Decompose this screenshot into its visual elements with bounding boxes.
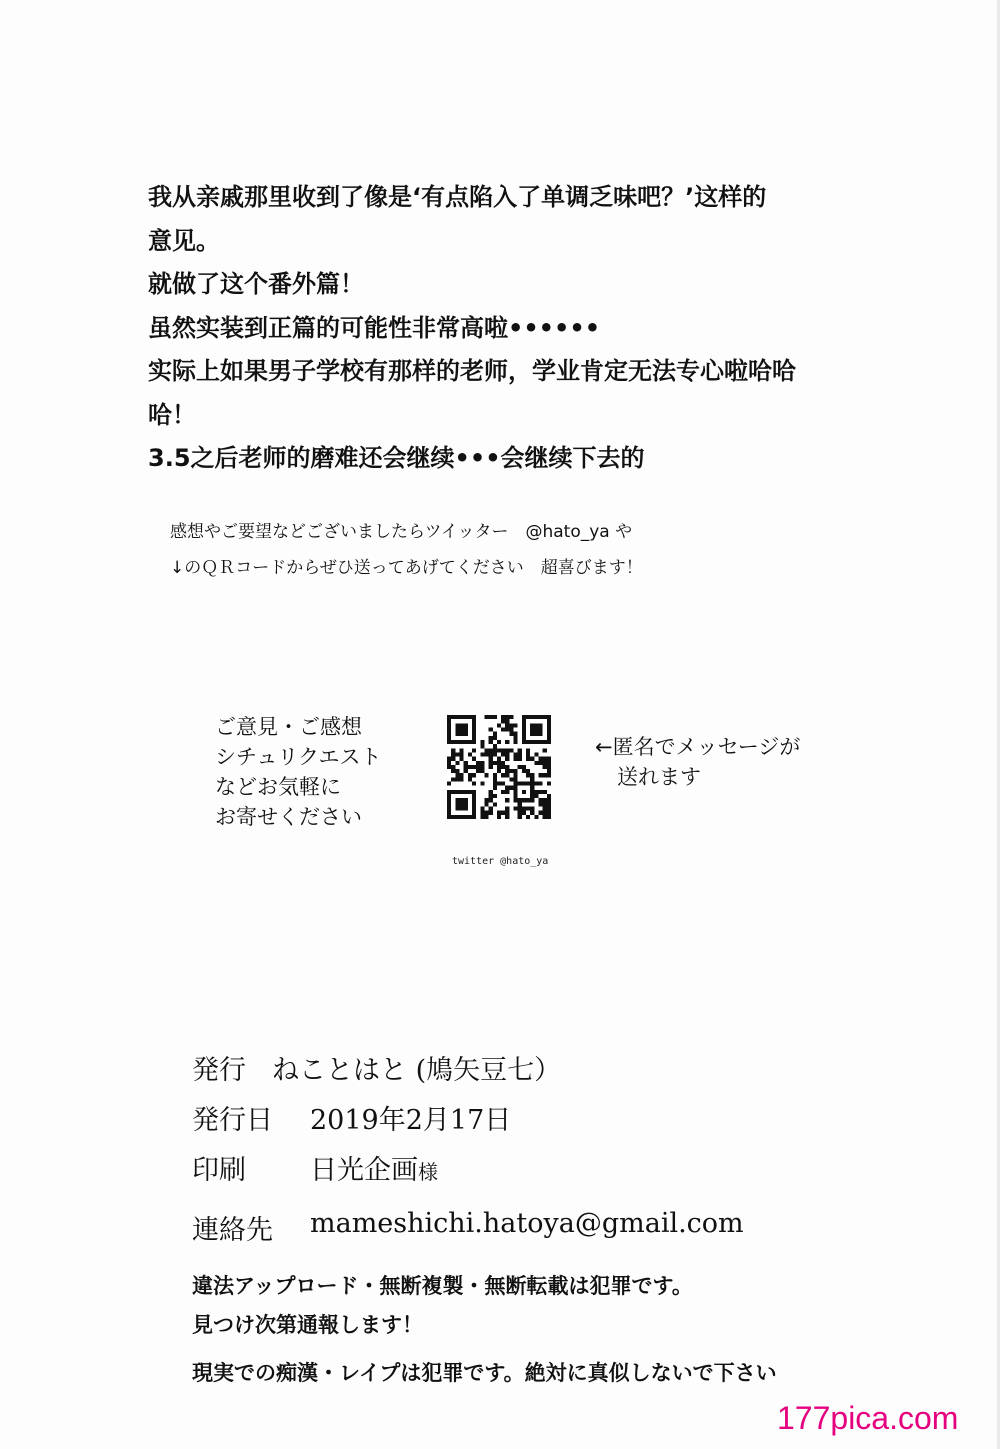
qr-module: [480, 744, 484, 748]
print-value: 日光企画: [310, 1155, 418, 1186]
contact-email-link[interactable]: mameshichi.hatoya@gmail.com: [310, 1208, 744, 1239]
qr-module: [489, 798, 493, 802]
qr-module: [543, 761, 547, 765]
qr-module: [547, 769, 551, 773]
qr-module: [514, 752, 518, 756]
qr-module: [493, 732, 497, 736]
qr-module: [501, 752, 505, 756]
qr-module: [468, 765, 472, 769]
publisher-value: ねことはと (鳩矢豆七）: [272, 1055, 562, 1086]
qr-module: [484, 815, 488, 819]
qr-module: [451, 757, 455, 761]
qr-module: [489, 752, 493, 756]
qr-module: [497, 769, 501, 773]
qr-module: [547, 815, 551, 819]
qr-module: [459, 773, 463, 777]
qr-module: [505, 807, 509, 811]
qr-module: [459, 777, 463, 781]
qr-module: [522, 807, 526, 811]
qr-module: [505, 719, 509, 723]
qr-module: [472, 757, 476, 761]
warning-line: 違法アップロード・無断複製・無断転載は犯罪です。: [192, 1274, 693, 1298]
qr-module: [489, 727, 493, 731]
qr-module: [472, 765, 476, 769]
qr-module: [489, 765, 493, 769]
qr-right-line: 送れます: [617, 765, 701, 789]
qr-module: [505, 790, 509, 794]
qr-module: [489, 761, 493, 765]
print-label: 印刷: [192, 1155, 246, 1186]
qr-module: [497, 811, 501, 815]
qr-module: [518, 815, 522, 819]
qr-module: [464, 769, 468, 773]
qr-module: [547, 757, 551, 761]
qr-module: [501, 811, 505, 815]
qr-module: [526, 769, 530, 773]
qr-module: [476, 761, 480, 765]
qr-module: [526, 752, 530, 756]
qr-module: [509, 748, 513, 752]
qr-module: [489, 748, 493, 752]
qr-module: [534, 790, 538, 794]
qr-right-line: ←匿名でメッセージが: [595, 735, 801, 759]
cn-line: 意见。: [148, 226, 220, 255]
qr-left-line: ご意見・ご感想: [215, 715, 362, 739]
qr-module: [526, 748, 530, 752]
qr-module: [518, 811, 522, 815]
qr-module: [489, 811, 493, 815]
qr-module: [526, 773, 530, 777]
qr-module: [547, 811, 551, 815]
qr-module: [493, 736, 497, 740]
qr-module: [505, 723, 509, 727]
qr-module: [464, 761, 468, 765]
qr-module: [501, 719, 505, 723]
qr-module: [514, 736, 518, 740]
qr-module: [447, 765, 451, 769]
qr-module: [547, 802, 551, 806]
cn-line: 我从亲戚那里收到了像是‘有点陷入了单调乏味吧？’这样的: [148, 183, 767, 211]
cn-line: 哈！: [148, 400, 196, 429]
qr-module: [455, 761, 459, 765]
request-line: 感想やご要望などございましたらツイッター @hato_ya や: [170, 522, 633, 542]
qr-module: [484, 752, 488, 756]
qr-module: [509, 786, 513, 790]
qr-module: [497, 782, 501, 786]
qr-module: [505, 815, 509, 819]
qr-module: [493, 752, 497, 756]
qr-module: [539, 798, 543, 802]
qr-module: [447, 757, 451, 761]
qr-module: [484, 748, 488, 752]
qr-caption: twitter @hato_ya: [452, 856, 549, 867]
qr-module: [489, 807, 493, 811]
qr-module: [489, 740, 493, 744]
qr-module: [526, 757, 530, 761]
qr-module: [526, 815, 530, 819]
qr-module: [522, 765, 526, 769]
qr-module: [514, 740, 518, 744]
publisher-label: 発行: [192, 1055, 246, 1086]
qr-module: [489, 790, 493, 794]
qr-module: [501, 761, 505, 765]
qr-module: [543, 798, 547, 802]
print-suffix: 様: [418, 1160, 438, 1184]
qr-module: [514, 769, 518, 773]
warning-line: 現実での痴漢・レイプは犯罪です。絶対に真似しないで下さい: [192, 1361, 777, 1385]
qr-module: [493, 761, 497, 765]
qr-module: [547, 798, 551, 802]
qr-module: [451, 769, 455, 773]
qr-module: [547, 782, 551, 786]
date-label: 発行日: [192, 1105, 273, 1136]
qr-module: [451, 748, 455, 752]
qr-module: [447, 761, 451, 765]
qr-module: [480, 752, 484, 756]
qr-module: [539, 773, 543, 777]
qr-module: [514, 757, 518, 761]
qr-module: [501, 773, 505, 777]
qr-module: [530, 807, 534, 811]
contact-label: 連絡先: [192, 1215, 273, 1246]
qr-module: [497, 740, 501, 744]
date-value: 2019年2月17日: [310, 1105, 512, 1136]
qr-module: [509, 732, 513, 736]
qr-module: [493, 802, 497, 806]
qr-module: [518, 752, 522, 756]
qr-module: [514, 732, 518, 736]
qr-left-line: などお気軽に: [215, 775, 341, 799]
cn-line: 实际上如果男子学校有那样的老师，学业肯定无法专心啦哈哈: [148, 357, 796, 385]
qr-module: [518, 765, 522, 769]
qr-module: [480, 761, 484, 765]
qr-module: [518, 757, 522, 761]
qr-module: [534, 761, 538, 765]
qr-module: [505, 765, 509, 769]
qr-module: [518, 807, 522, 811]
qr-module: [505, 773, 509, 777]
qr-module: [522, 811, 526, 815]
qr-module: [459, 757, 463, 761]
qr-module: [497, 748, 501, 752]
qr-module: [530, 757, 534, 761]
qr-module: [497, 761, 501, 765]
qr-module: [505, 752, 509, 756]
qr-module: [493, 773, 497, 777]
qr-module: [530, 811, 534, 815]
qr-module: [472, 782, 476, 786]
qr-code-icon[interactable]: [447, 715, 551, 819]
qr-module: [476, 765, 480, 769]
qr-module: [489, 794, 493, 798]
qr-module: [530, 773, 534, 777]
qr-module: [543, 790, 547, 794]
qr-module: [497, 765, 501, 769]
qr-module: [480, 807, 484, 811]
qr-module: [501, 715, 505, 719]
qr-module: [543, 811, 547, 815]
qr-module: [505, 748, 509, 752]
cn-line: 3.5之后老师的磨难还会继续•••会继续下去的: [148, 444, 645, 472]
qr-module: [480, 769, 484, 773]
qr-module: [484, 802, 488, 806]
qr-module: [514, 777, 518, 781]
cn-line: 就做了这个番外篇！: [148, 270, 364, 298]
warning-line: 見つけ次第通報します！: [192, 1313, 423, 1337]
qr-module: [476, 769, 480, 773]
qr-module: [472, 748, 476, 752]
qr-module: [455, 773, 459, 777]
qr-module: [539, 811, 543, 815]
qr-module: [455, 769, 459, 773]
qr-module: [493, 715, 497, 719]
qr-module: [468, 752, 472, 756]
watermark: 177pica.com: [777, 1400, 959, 1436]
qr-module: [459, 748, 463, 752]
qr-module: [472, 773, 476, 777]
qr-module: [455, 752, 459, 756]
qr-module: [484, 811, 488, 815]
qr-module: [534, 752, 538, 756]
qr-module: [493, 777, 497, 781]
qr-module: [484, 773, 488, 777]
qr-module: [501, 748, 505, 752]
cn-line: 虽然实装到正篇的可能性非常高啦••••••: [148, 313, 601, 342]
qr-module: [489, 736, 493, 740]
qr-module: [505, 786, 509, 790]
qr-module: [547, 773, 551, 777]
qr-module: [468, 773, 472, 777]
qr-module: [505, 769, 509, 773]
qr-module: [484, 798, 488, 802]
qr-module: [455, 777, 459, 781]
qr-module: [514, 773, 518, 777]
qr-module: [493, 794, 497, 798]
qr-module: [539, 757, 543, 761]
qr-module: [518, 748, 522, 752]
qr-module: [501, 782, 505, 786]
qr-module: [543, 765, 547, 769]
qr-module: [451, 752, 455, 756]
qr-module: [547, 761, 551, 765]
qr-module: [484, 715, 488, 719]
qr-module: [505, 740, 509, 744]
qr-module: [518, 802, 522, 806]
qr-module: [505, 727, 509, 731]
qr-module: [509, 727, 513, 731]
qr-module: [489, 757, 493, 761]
qr-module: [547, 794, 551, 798]
qr-module: [480, 740, 484, 744]
qr-module: [493, 748, 497, 752]
qr-module: [539, 761, 543, 765]
qr-module: [480, 811, 484, 815]
qr-module: [497, 815, 501, 819]
qr-module: [497, 757, 501, 761]
qr-module: [505, 798, 509, 802]
qr-right-text: [595, 732, 835, 792]
qr-module: [505, 715, 509, 719]
qr-module: [501, 790, 505, 794]
qr-module: [509, 723, 513, 727]
qr-module: [534, 815, 538, 819]
qr-module: [543, 815, 547, 819]
qr-module: [547, 807, 551, 811]
qr-module: [539, 782, 543, 786]
qr-module: [543, 748, 547, 752]
qr-module: [539, 802, 543, 806]
qr-module: [539, 790, 543, 794]
qr-module: [509, 769, 513, 773]
qr-module: [493, 782, 497, 786]
qr-module: [501, 765, 505, 769]
qr-module: [514, 807, 518, 811]
qr-module: [493, 744, 497, 748]
chinese-notes: [148, 176, 888, 481]
qr-module: [534, 782, 538, 786]
qr-module: [509, 777, 513, 781]
qr-module: [464, 765, 468, 769]
request-line: ↓のＱＲコードからぜひ送ってあげてください 超喜びます！: [170, 558, 643, 578]
qr-module: [505, 811, 509, 815]
qr-module: [480, 782, 484, 786]
qr-module: [543, 802, 547, 806]
qr-module: [480, 765, 484, 769]
qr-module: [493, 786, 497, 790]
qr-left-line: お寄せください: [215, 805, 362, 829]
qr-module: [543, 757, 547, 761]
qr-module: [522, 769, 526, 773]
qr-module: [501, 727, 505, 731]
qr-module: [547, 765, 551, 769]
qr-module: [459, 752, 463, 756]
qr-module: [514, 723, 518, 727]
qr-module: [530, 777, 534, 781]
qr-module: [451, 765, 455, 769]
qr-module: [489, 715, 493, 719]
qr-module: [505, 757, 509, 761]
qr-left-line: シチュリクエスト: [215, 745, 382, 769]
qr-module: [497, 723, 501, 727]
request-note: [170, 514, 810, 586]
print-value-wrap: [310, 1148, 438, 1187]
qr-module: [468, 777, 472, 781]
qr-module: [447, 782, 451, 786]
qr-module: [526, 807, 530, 811]
qr-module: [451, 777, 455, 781]
qr-module: [480, 815, 484, 819]
qr-module: [509, 715, 513, 719]
qr-left-text: [215, 712, 435, 832]
qr-module: [534, 794, 538, 798]
qr-module: [543, 773, 547, 777]
qr-module: [543, 807, 547, 811]
